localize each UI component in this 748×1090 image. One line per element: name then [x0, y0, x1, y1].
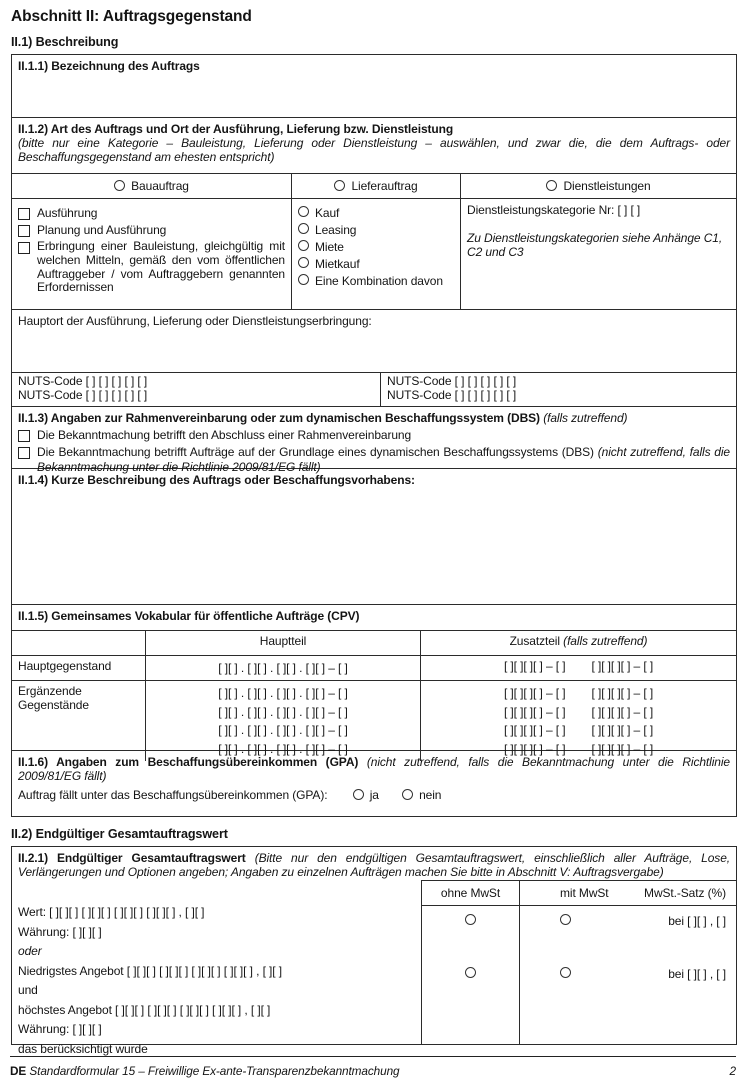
- section-ii11-box: [11, 54, 737, 118]
- currency-field-2[interactable]: Währung: [ ][ ][ ]: [18, 1022, 102, 1036]
- category-supplies: [292, 174, 461, 198]
- main-site-cell: [12, 309, 736, 372]
- works-option-label: Ausführung: [37, 206, 98, 220]
- vat-rate-field[interactable]: bei [ ][ ] , [ ]: [668, 967, 726, 981]
- lease-radio[interactable]: [298, 223, 309, 234]
- cpv-header-main: Hauptteil: [146, 631, 421, 655]
- supply-option-label: Miete: [315, 240, 344, 254]
- cpv-additional-supp-cell: [421, 681, 736, 761]
- supply-option-2: [298, 223, 454, 237]
- ii15-title: II.1.5) Gemeinsames Vokabular für öffentliche Aufträge (CPV): [18, 609, 360, 623]
- cpv-header-empty: [12, 631, 146, 655]
- dps-label-note: (nicht zutreffend, falls die Bekanntmachung unter die Richtlinie 2009/81/EG fällt): [37, 445, 730, 474]
- cpv-additional-row: [12, 680, 736, 755]
- ii13-title-note: (falls zutreffend): [543, 411, 628, 425]
- page-footer: [10, 1056, 736, 1078]
- offer-excl-vat-radio[interactable]: [465, 967, 476, 978]
- ii16-title-line: [18, 755, 730, 783]
- ii14-input-area[interactable]: [18, 487, 730, 592]
- ii11-title: II.1.1) Bezeichnung des Auftrags: [18, 59, 200, 73]
- execution-checkbox[interactable]: [18, 208, 30, 220]
- cpv-main-code-field[interactable]: [ ][ ] . [ ][ ] . [ ][ ] . [ ][ ] – [ ]: [218, 686, 348, 700]
- dps-label: [37, 445, 730, 474]
- page-title: Abschnitt II: Auftragsgegenstand: [11, 8, 252, 25]
- dps-checkbox[interactable]: [18, 447, 30, 459]
- supply-option-4: [298, 257, 454, 271]
- vat-row2-excl-cell: [422, 959, 520, 1044]
- ii11-input-area[interactable]: [18, 73, 730, 109]
- ii13-title: II.1.3) Angaben zur Rahmenvereinbarung oder zum dynamischen Beschaffungssystem (DBS): [18, 411, 540, 425]
- supply-option-1: [298, 206, 454, 220]
- section-ii12-box: [11, 117, 737, 407]
- design-execution-checkbox[interactable]: [18, 225, 30, 237]
- gpa-yes-label: ja: [369, 788, 379, 802]
- cpv-additional-label: [12, 681, 146, 761]
- currency-field[interactable]: Währung: [ ][ ][ ]: [18, 924, 102, 939]
- cpv-header-row: [12, 630, 736, 655]
- section-ii16-box: [11, 750, 737, 817]
- ii12-category-header-row: [12, 173, 736, 198]
- cpv-supp-codes-cell: [421, 656, 736, 681]
- cpv-additional-label-line2: Gegenstände: [18, 698, 89, 712]
- framework-option: [18, 428, 730, 442]
- services-radio[interactable]: [546, 180, 557, 191]
- considered-label: das berücksichtigt wurde: [18, 1041, 148, 1056]
- cpv-supp-code-field[interactable]: [ ][ ][ ][ ] – [ ]: [591, 659, 654, 673]
- vat-header-excl: ohne MwSt: [422, 881, 520, 906]
- footer-lang: DE: [10, 1064, 27, 1078]
- and-label: und: [18, 983, 38, 997]
- value-incl-vat-radio[interactable]: [560, 914, 571, 925]
- works-option-label: Erbringung einer Bauleistung, gleichgültig mit welchen Mitteln, gemäß den vom öffentlichen Auftraggeber / vom Auftraggebern genannten Erfordernissen: [37, 239, 285, 295]
- section-ii2-heading: II.2) Endgültiger Gesamtauftragswert: [11, 827, 228, 841]
- vat-rate-field[interactable]: bei [ ][ ] , [ ]: [668, 914, 726, 928]
- gpa-yes-option: [353, 788, 382, 802]
- framework-label: Die Bekanntmachung betrifft den Abschluss einer Rahmenvereinbarung: [37, 428, 412, 442]
- footer-left: [10, 1064, 400, 1078]
- gpa-no-radio[interactable]: [402, 789, 413, 800]
- cpv-main-code-field[interactable]: [ ][ ] . [ ][ ] . [ ][ ] . [ ][ ] – [ ]: [218, 741, 348, 756]
- framework-checkbox[interactable]: [18, 430, 30, 442]
- section-ii1-heading: II.1) Beschreibung: [11, 35, 119, 49]
- footer-page-number: 2: [729, 1064, 736, 1078]
- cpv-header-supp-text: Zusatzteil: [509, 634, 560, 648]
- vat-header-incl-rate: [520, 881, 736, 906]
- gpa-no-option: [402, 788, 441, 802]
- works-option-3: [18, 240, 285, 295]
- supply-option-label: Kauf: [315, 206, 340, 220]
- supply-option-label: Mietkauf: [315, 257, 360, 271]
- section-ii14-box: [11, 468, 737, 605]
- service-category-cell: [461, 199, 736, 309]
- gpa-question: Auftrag fällt unter das Beschaffungsübereinkommen (GPA):: [18, 788, 328, 802]
- or-label: oder: [18, 944, 42, 958]
- supply-option-3: [298, 240, 454, 254]
- cpv-supp-code-field[interactable]: [ ][ ][ ][ ] – [ ]: [503, 704, 566, 719]
- section-ii13-box: [11, 406, 737, 474]
- ii13-title-line: [18, 411, 730, 425]
- supply-option-label: Leasing: [315, 223, 357, 237]
- hire-purchase-radio[interactable]: [298, 257, 309, 268]
- works-options-cell: [12, 199, 292, 309]
- gpa-question-line: [18, 788, 730, 802]
- cpv-main-object-label: Hauptgegenstand: [12, 656, 146, 681]
- main-site-input-area[interactable]: [18, 328, 730, 358]
- section-ii15-box: [11, 604, 737, 756]
- cpv-supp-code-field[interactable]: [ ][ ][ ][ ] – [ ]: [591, 686, 654, 700]
- cpv-main-code-field[interactable]: [ ][ ] . [ ][ ] . [ ][ ] . [ ][ ] – [ ]: [218, 723, 348, 737]
- ii16-title: II.1.6) Angaben zum Beschaffungsübereinkommen (GPA): [18, 755, 359, 769]
- cpv-main-code-field[interactable]: [ ][ ] . [ ][ ] . [ ][ ] . [ ][ ] – [ ]: [146, 656, 421, 681]
- cpv-supp-code-field[interactable]: [ ][ ][ ][ ] – [ ]: [591, 704, 654, 719]
- vat-table: [421, 880, 736, 1044]
- ii12-note: (bitte nur eine Kategorie – Bauleistung, Lieferung oder Dienstleistung – auswählen, und zwar die, die dem Auftrags- oder Beschaffungsgegenstand am ehesten entspricht): [18, 136, 730, 164]
- nuts-cell-right: [381, 373, 736, 406]
- main-site-label: Hauptort der Ausführung, Lieferung oder Dienstleistungserbringung:: [18, 314, 372, 328]
- cpv-supp-code-field[interactable]: [ ][ ][ ][ ] – [ ]: [503, 659, 566, 673]
- ii12-title: II.1.2) Art des Auftrags und Ort der Ausführung, Lieferung bzw. Dienstleistung: [18, 122, 454, 136]
- gpa-no-label: nein: [419, 788, 442, 802]
- purchase-radio[interactable]: [298, 206, 309, 217]
- dps-label-text: Die Bekanntmachung betrifft Aufträge auf der Grundlage eines dynamischen Beschaffungssystems (DBS): [37, 445, 594, 459]
- cpv-additional-label-line1: Ergänzende: [18, 684, 82, 698]
- category-services: [461, 174, 736, 198]
- realisation-checkbox[interactable]: [18, 242, 30, 254]
- cpv-supp-code-field[interactable]: [ ][ ][ ][ ] – [ ]: [503, 686, 566, 700]
- supply-option-label: Eine Kombination davon: [315, 274, 443, 288]
- works-option-label: Planung und Ausführung: [37, 223, 167, 237]
- value-excl-vat-radio[interactable]: [465, 914, 476, 925]
- footer-form-name: Standardformular 15 – Freiwillige Ex-ante-Transparenzbekanntmachung: [29, 1064, 400, 1078]
- ii16-title-note: (nicht zutreffend, falls die Bekanntmachung unter die Richtlinie 2009/81/EG fällt): [18, 755, 731, 783]
- supply-options-cell: [292, 199, 461, 309]
- vat-row1-incl-cell: [520, 906, 736, 959]
- lowest-offer-field[interactable]: Niedrigstes Angebot [ ][ ][ ] [ ][ ][ ] [ ][ ][ ] [ ][ ][ ] , [ ][ ]: [18, 963, 282, 978]
- highest-offer-field[interactable]: höchstes Angebot [ ][ ][ ] [ ][ ][ ] [ ][ ][ ] [ ][ ][ ] , [ ][ ]: [18, 1002, 271, 1017]
- ii21-title-line: [12, 847, 736, 879]
- supplies-label: Lieferauftrag: [351, 179, 418, 193]
- nuts-row: [12, 372, 736, 406]
- service-category-field[interactable]: Dienstleistungskategorie Nr: [ ] [ ]: [467, 203, 641, 217]
- nuts-cell-left: [12, 373, 381, 406]
- offer-incl-vat-radio[interactable]: [560, 967, 571, 978]
- nuts-code-field[interactable]: NUTS-Code [ ] [ ] [ ] [ ] [ ]: [18, 374, 148, 388]
- cpv-supp-code-field[interactable]: [ ][ ][ ][ ] – [ ]: [591, 723, 654, 737]
- ii14-title: II.1.4) Kurze Beschreibung des Auftrags oder Beschaffungsvorhabens:: [18, 473, 415, 487]
- ii21-title-note: (Bitte nur den endgültigen Gesamtauftragswert, einschließlich aller Aufträge, Lose, Verlängerungen und Optionen angeben; Angaben zu einzelnen Aufträgen machen Sie bitte in Abschnitt V: Auftragsvergabe): [18, 851, 731, 879]
- cpv-header-supp: [421, 631, 736, 655]
- nuts-code-field[interactable]: NUTS-Code [ ] [ ] [ ] [ ] [ ]: [18, 388, 148, 402]
- value-field[interactable]: Wert: [ ][ ][ ] [ ][ ][ ] [ ][ ][ ] [ ][ ][ ] , [ ][ ]: [18, 905, 205, 919]
- ii21-title: II.2.1) Endgültiger Gesamtauftragswert: [18, 851, 246, 865]
- nuts-code-field[interactable]: NUTS-Code [ ] [ ] [ ] [ ] [ ]: [387, 374, 517, 388]
- supplies-radio[interactable]: [334, 180, 345, 191]
- gpa-yes-radio[interactable]: [353, 789, 364, 800]
- nuts-code-field[interactable]: NUTS-Code [ ] [ ] [ ] [ ] [ ]: [387, 388, 517, 402]
- cpv-main-code-field[interactable]: [ ][ ] . [ ][ ] . [ ][ ] . [ ][ ] – [ ]: [218, 704, 348, 719]
- cpv-supp-code-field[interactable]: [ ][ ][ ][ ] – [ ]: [591, 741, 654, 756]
- cpv-main-object-row: [12, 655, 736, 680]
- vat-row2-incl-cell: [520, 959, 736, 1044]
- vat-header-incl: mit MwSt: [560, 886, 609, 900]
- supply-option-5: [298, 274, 454, 288]
- cpv-supp-code-field[interactable]: [ ][ ][ ][ ] – [ ]: [503, 723, 566, 737]
- rental-radio[interactable]: [298, 240, 309, 251]
- cpv-additional-main-cell: [146, 681, 421, 761]
- service-category-note: Zu Dienstleistungskategorien siehe Anhänge C1, C2 und C3: [467, 231, 723, 259]
- works-option-1: [18, 206, 285, 220]
- works-option-2: [18, 223, 285, 237]
- combination-radio[interactable]: [298, 274, 309, 285]
- cpv-header-supp-note: (falls zutreffend): [563, 634, 648, 648]
- services-label: Dienstleistungen: [563, 179, 651, 193]
- vat-row1-excl-cell: [422, 906, 520, 959]
- vat-header-rate: MwSt.-Satz (%): [644, 886, 726, 900]
- dps-option: [18, 445, 730, 474]
- ii12-header: [12, 118, 736, 173]
- works-radio[interactable]: [114, 180, 125, 191]
- category-works: [12, 174, 292, 198]
- ii12-detail-row: [12, 198, 736, 309]
- cpv-supp-code-field[interactable]: [ ][ ][ ][ ] – [ ]: [503, 741, 566, 756]
- section-ii21-box: [11, 846, 737, 1056]
- works-label: Bauauftrag: [131, 179, 189, 193]
